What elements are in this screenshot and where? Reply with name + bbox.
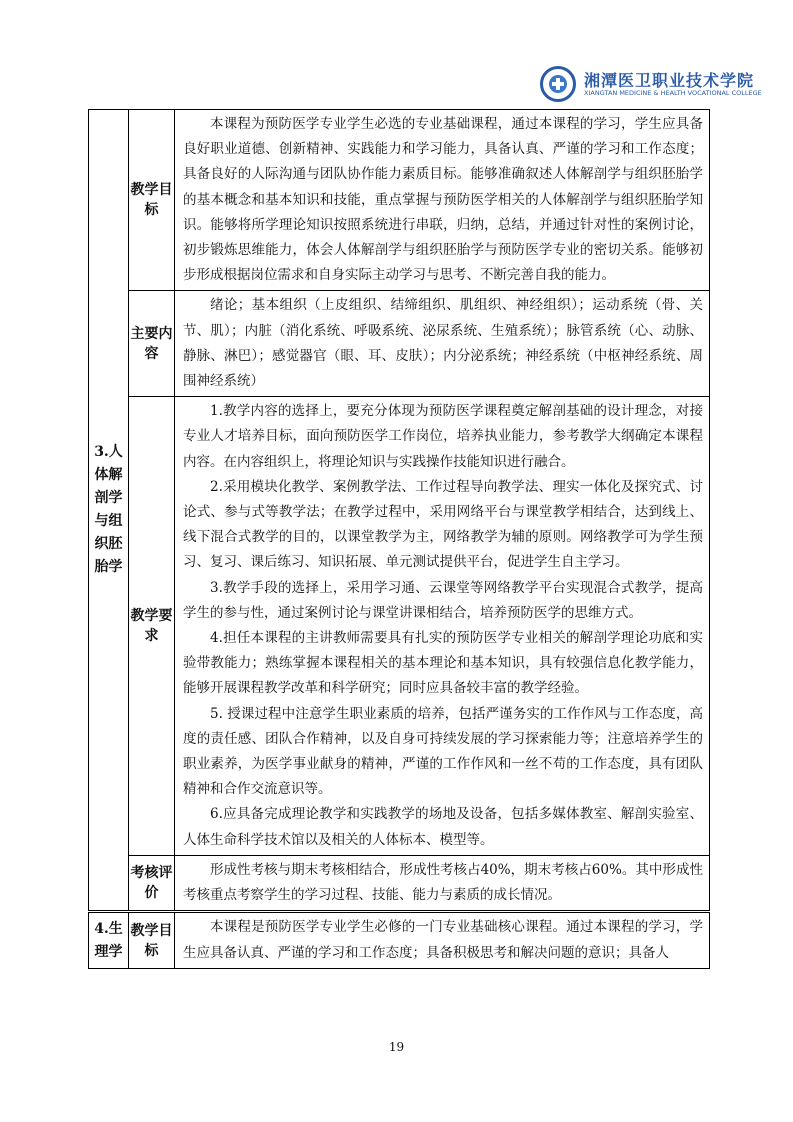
section-label: 主要内容: [129, 291, 175, 397]
course-table: [88, 109, 710, 969]
college-header: [540, 66, 762, 106]
college-logo-icon: [540, 66, 576, 102]
section-content: 形成性考核与期末考核相结合，形成性考核占40%，期末考核占60%。其中形成性考核重点考察学生的学习过程、技能、能力与素质的成长情况。: [175, 855, 710, 911]
section-content: 1.教学内容的选择上，要充分体现为预防医学课程奠定解剖基础的设计理念，对接专业人才培养目标，面向预防医学工作岗位，培养执业能力，参考教学大纲确定本课程内容。在内容组织上，将理论知识与实践操作技能知识进行融合。 2.采用模块化教学、案例教学法、工作过程导向教学法、理实一体化及探究式、讨论式、参与式等教学法；在教学过程中，采用网络平台与课堂教学相结合，达到线上、线下混合式教学的目的，以课堂教学为主，网络教学为辅的原则。网络教学可为学生预习、复习、课后练习、知识拓展、单元测试提供平台，促进学生自主学习。 3.教学手段的选择上，采用学习通、云课堂等网络教学平台实现混合式教学，提高学生的参与性，通过案例讨论与课堂讲课相结合，培养预防医学的思维方式。 4.担任本课程的主讲教师需要具有扎实的预防医学专业相关的解剖学理论功底和实验带教能力；熟练掌握本课程相关的基本理论和基本知识，具有较强信息化教学能力，能够开展课程教学改革和科学研究；同时应具备较丰富的教学经验。 5. 授课过程中注意学生职业素质的培养，包括严谨务实的工作作风与工作态度，高度的责任感、团队合作精神，以及自身可持续发展的学习探索能力等；注意培养学生的职业素养，为医学事业献身的精神，严谨的工作作风和一丝不苟的工作态度，具有团队精神和合作交流意识等。 6.应具备完成理论教学和实践教学的场地及设备，包括多媒体教室、解剖实验室、人体生命科学技术馆以及相关的人体标本、模型等。: [175, 397, 710, 856]
section-content: 本课程是预防医学专业学生必修的一门专业基础核心课程。通过本课程的学习，学生应具备认真、严谨的学习和工作态度；具备积极思考和解决问题的意识；具备人: [175, 912, 710, 968]
table-row: [89, 291, 710, 397]
section-content: 本课程为预防医学专业学生必选的专业基础课程，通过本课程的学习，学生应具备良好职业道德、创新精神、实践能力和学习能力，具备认真、严谨的学习和工作态度；具备良好的人际沟通与团队协作能力素质目标。能够准确叙述人体解剖学与组织胚胎学的基本概念和基本知识和技能，重点掌握与预防医学相关的人体解剖学与组织胚胎学知识。能够将所学理论知识按照系统进行串联，归纳，总结，并通过针对性的案例讨论，初步锻炼思维能力，体会人体解剖学与组织胚胎学与预防医学专业的密切关系。能够初步形成根据岗位需求和自身实际主动学习与思考、不断完善自我的能力。: [175, 110, 710, 291]
course-name: 4.生理学: [89, 912, 129, 968]
table-row: [89, 912, 710, 968]
section-label: 考核评价: [129, 855, 175, 911]
college-name-en: XIANGTAN MEDICINE & HEALTH VOCATIONAL COLLEGE: [584, 89, 762, 97]
page-number: 19: [388, 1040, 405, 1054]
college-name: 湘潭医卫职业技术学院: [584, 71, 755, 90]
section-label: 教学要求: [129, 397, 175, 856]
section-label: 教学目标: [129, 912, 175, 968]
section-content: 绪论；基本组织（上皮组织、结缔组织、肌组织、神经组织）；运动系统（骨、关节、肌）；内脏（消化系统、呼吸系统、泌尿系统、生殖系统）；脉管系统（心、动脉、静脉、淋巴）；感觉器官（眼、耳、皮肤）；内分泌系统；神经系统（中枢神经系统、周围神经系统）: [175, 291, 710, 397]
table-row: [89, 855, 710, 911]
section-label: 教学目标: [129, 110, 175, 291]
table-row: [89, 110, 710, 291]
course-name: 3.人体解剖学与组织胚胎学: [89, 110, 129, 912]
table-row: [89, 397, 710, 856]
